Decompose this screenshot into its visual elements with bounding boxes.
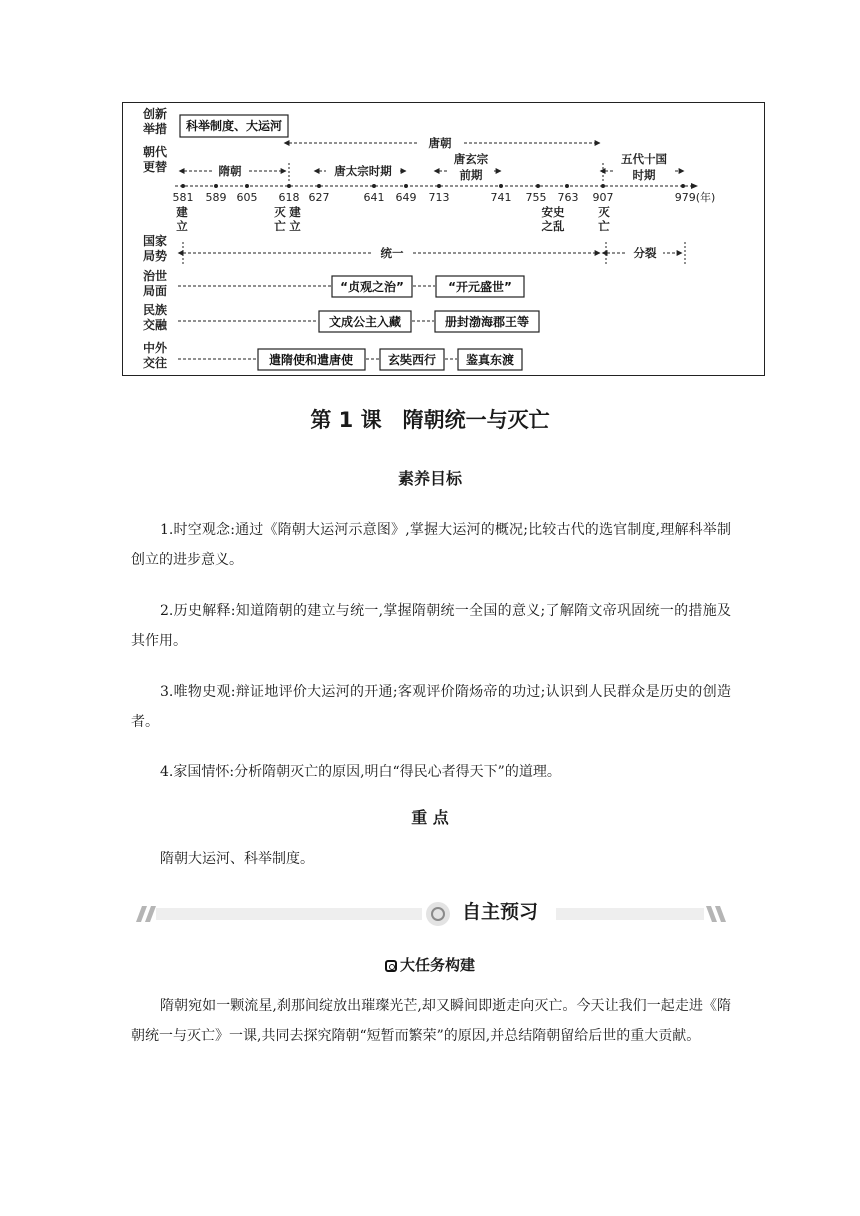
row-label-governance-2: 局面	[143, 284, 168, 298]
goal-item-2: 2.历史解释:知道隋朝的建立与统一,掌握隋朝统一全国的意义;了解隋文帝巩固统一的措施及其作用。	[131, 603, 731, 649]
timeline-diagram	[123, 103, 764, 375]
time-axis-arrowhead	[691, 183, 698, 189]
banner-slash-left-1	[136, 906, 147, 922]
dot-589	[214, 184, 218, 188]
event-an-shi-2: 之乱	[541, 219, 565, 233]
year-763: 763	[557, 191, 579, 204]
dot-618	[287, 184, 291, 188]
event-an-shi-1: 安史	[541, 205, 565, 219]
dot-713	[437, 184, 441, 188]
event-sui-fall-2: 亡	[274, 219, 286, 233]
goal-item-4: 4.家国情怀:分析隋朝灭亡的原因,明白“得民心者得天下”的道理。	[160, 764, 561, 780]
banner-bar-right	[556, 908, 704, 920]
intro-paragraph: 隋朝宛如一颗流星,刹那间绽放出璀璨光芒,却又瞬间即逝走向灭亡。今天让我们一起走进《隋朝统一与灭亡》一课,共同去探究隋朝“短暂而繁荣”的原因,并总结隋朝留给后世的重大贡献。	[131, 998, 731, 1044]
year-627: 627	[308, 191, 330, 204]
sui-label: 隋朝	[218, 164, 242, 178]
row-label-dynasty-2: 更替	[143, 160, 168, 174]
xuanzong-label-1: 唐玄宗	[453, 152, 489, 166]
year-713: 713	[428, 191, 450, 204]
row-label-innovation-1: 创新	[143, 107, 168, 121]
year-605: 605	[236, 191, 258, 204]
tang-label: 唐朝	[428, 136, 452, 150]
year-741: 741	[490, 191, 512, 204]
row-label-foreign-1: 中外	[143, 341, 168, 355]
event-tang-founded-1: 建	[289, 205, 301, 219]
key-points-text: 隋朝大运河、科举制度。	[160, 851, 314, 867]
goal-item-1: 1.时空观念:通过《隋朝大运河示意图》,掌握大运河的概况;比较古代的选官制度,理解科举制创立的进步意义。	[131, 522, 731, 568]
banner-slash-right-2	[715, 906, 726, 922]
row-label-dynasty-1: 朝代	[143, 145, 168, 159]
task-icon	[385, 960, 397, 972]
governance-box-zhenguan-label: “贞观之治”	[340, 280, 404, 294]
goal-item-3: 3.唯物史观:辩证地评价大运河的开通;客观评价隋炀帝的功过;认识到人民群众是历史的创造者。	[131, 684, 731, 730]
row-label-situation-2: 局势	[143, 249, 168, 263]
taizong-label: 唐太宗时期	[334, 164, 392, 178]
foreign-box-jianzhen-label: 鉴真东渡	[465, 353, 515, 367]
section-banner	[130, 898, 730, 926]
five-dynasties-label-2: 时期	[632, 168, 656, 182]
year-618: 618	[278, 191, 300, 204]
split-label: 分裂	[633, 246, 657, 260]
row-label-governance-1: 治世	[143, 269, 168, 283]
year-589: 589	[205, 191, 227, 204]
row-label-ethnic-1: 民族	[143, 303, 168, 317]
row-label-innovation-2: 举措	[143, 122, 168, 136]
banner-slash-right-1	[706, 906, 717, 922]
dot-755	[536, 184, 540, 188]
year-649: 649	[395, 191, 417, 204]
year-581: 581	[172, 191, 194, 204]
ethnic-box-bohai-label: 册封渤海郡王等	[444, 315, 530, 329]
year-755: 755	[525, 191, 547, 204]
dot-641	[372, 184, 376, 188]
dot-627	[317, 184, 321, 188]
banner-decoration	[130, 898, 730, 926]
event-tang-fall-1: 灭	[598, 205, 610, 219]
task-heading-text: 大任务构建	[399, 956, 475, 974]
dot-979	[681, 184, 685, 188]
event-sui-founded-1: 建	[176, 205, 188, 219]
dot-605	[245, 184, 249, 188]
dot-581	[181, 184, 185, 188]
foreign-box-envoys-label: 遣隋使和遣唐使	[268, 353, 354, 367]
governance-box-kaiyuan-label: “开元盛世”	[448, 280, 512, 294]
row-label-situation-1: 国家	[143, 234, 168, 248]
timeline-figure	[122, 102, 765, 376]
five-dynasties-label-1: 五代十国	[621, 152, 667, 166]
dot-763	[565, 184, 569, 188]
task-heading	[0, 954, 860, 975]
event-tang-founded-2: 立	[289, 219, 301, 233]
foreign-box-xuanzang-label: 玄奘西行	[387, 353, 437, 367]
banner-badge-icon	[426, 902, 450, 926]
key-points-heading: 重 点	[411, 808, 449, 827]
event-sui-fall-1: 灭	[274, 205, 286, 219]
dot-741	[499, 184, 503, 188]
event-sui-founded-2: 立	[176, 219, 188, 233]
innovation-box-label: 科举制度、大运河	[185, 119, 283, 133]
banner-slash-left-2	[145, 906, 156, 922]
row-label-foreign-2: 交往	[143, 356, 168, 370]
year-979: 979(年)	[674, 191, 716, 204]
year-641: 641	[363, 191, 385, 204]
goals-heading: 素养目标	[397, 469, 462, 488]
year-907: 907	[592, 191, 614, 204]
ethnic-box-wencheng-label: 文成公主入藏	[328, 315, 402, 329]
row-label-ethnic-2: 交融	[143, 318, 168, 332]
dot-649	[404, 184, 408, 188]
unity-label: 统一	[380, 246, 404, 260]
event-tang-fall-2: 亡	[598, 219, 610, 233]
xuanzong-label-2: 前期	[459, 168, 483, 182]
banner-bar-left	[156, 908, 422, 920]
lesson-title: 第 1 课 隋朝统一与灭亡	[310, 408, 550, 432]
dot-907	[601, 184, 605, 188]
banner-title: 自主预习	[462, 901, 539, 923]
